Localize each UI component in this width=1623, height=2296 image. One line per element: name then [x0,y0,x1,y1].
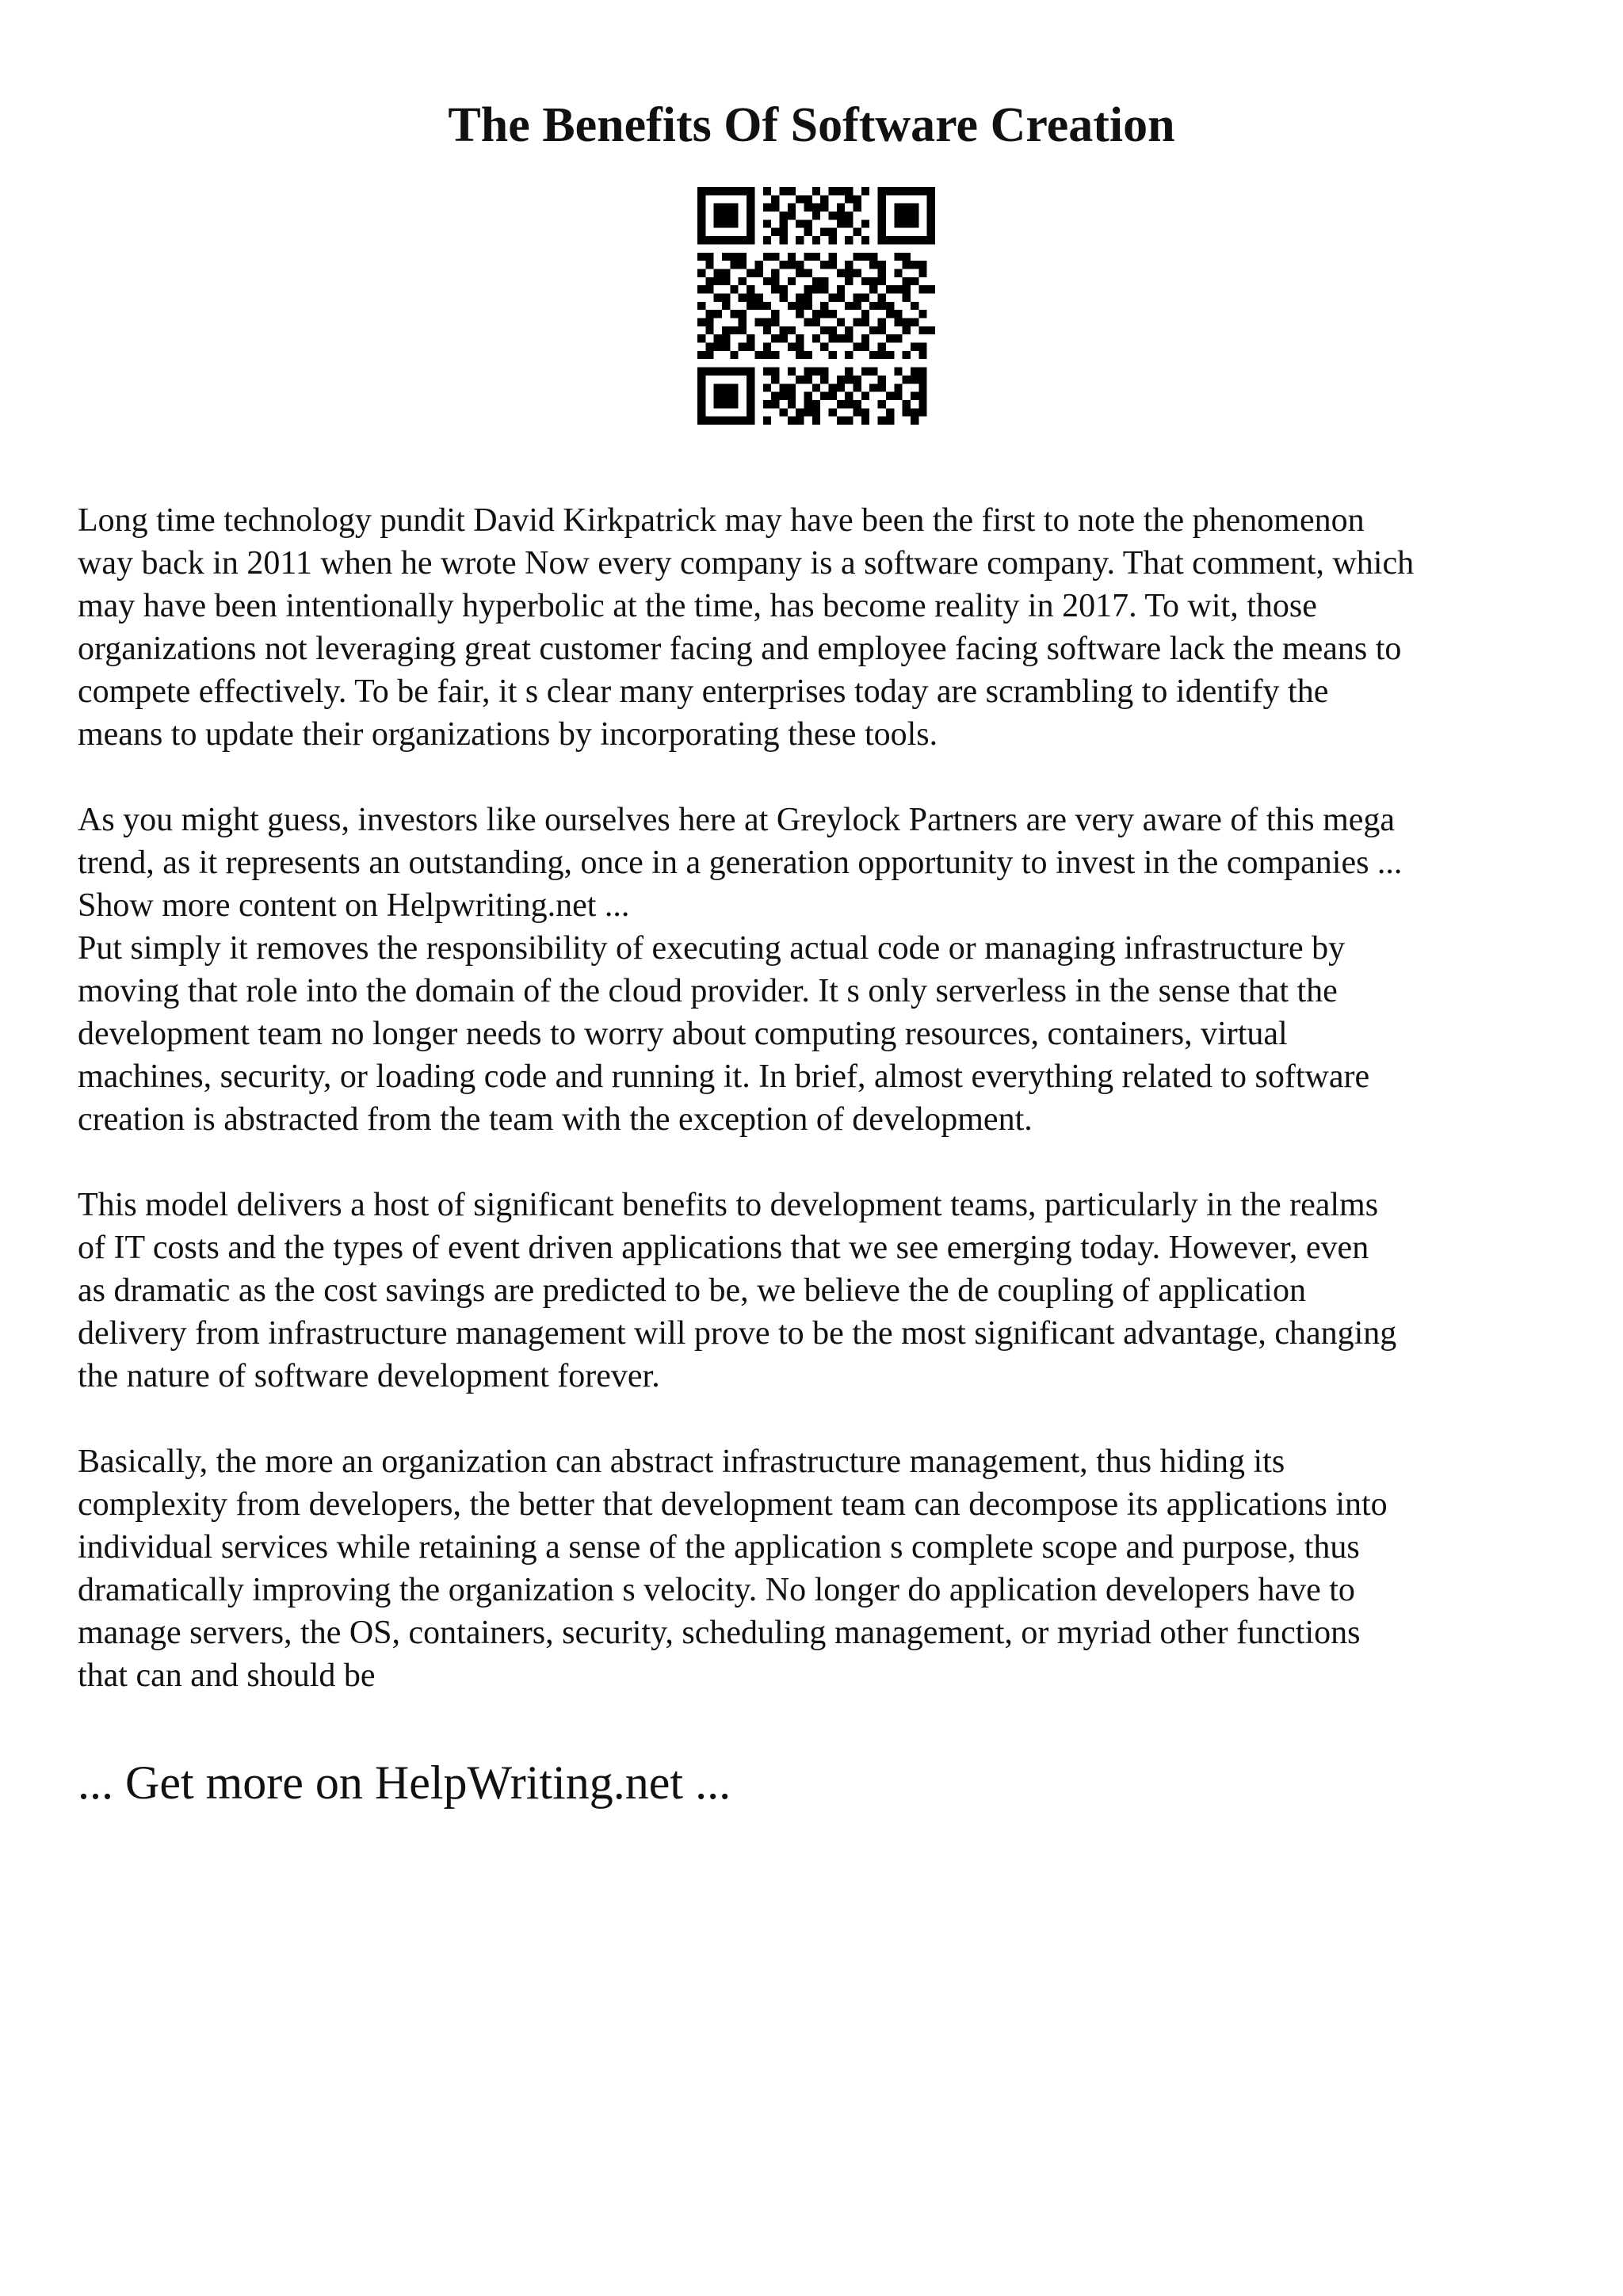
get-more-link[interactable]: ... Get more on HelpWriting.net ... [78,1756,731,1809]
qr-code-graphic [697,187,935,425]
qr-code-icon [697,187,935,425]
paragraph-velocity: Basically, the more an organization can abstract infrastructure management, thus hiding its complexity from developers, the better that development team can decompose its applications into individual services while retaining a sense of the application s complete scope and purpose, thus dramatically improving the organization s velocity. No longer do application developers have to manage servers, the OS, containers, security, scheduling management, or myriad other functions that can and should be [78,1444,1388,1694]
paragraph-intro: Long time technology pundit David Kirkpatrick may have been the first to note the phenomenon way back in 2011 when he wrote Now every company is a software company. That comment, which may have been intentionally hyperbolic at the time, has become reality in 2017. To wit, those organizations not leveraging great customer facing and employee facing software lack the means to compete effectively. To be fair, it s clear many enterprises today are scrambling to identify the means to update their organizations by incorporating these tools. [78,502,1415,753]
article-body [78,499,1568,1697]
paragraph-benefits: This model delivers a host of significant benefits to development teams, particularly in the realms of IT costs and the types of event driven applications that we see emerging today. However, even as dramatic as the cost savings are predicted to be, we believe the de coupling of application delivery from infrastructure management will prove to be the most significant advantage, changing the nature of software development forever. [78,1187,1397,1394]
document-title: The Benefits Of Software Creation [448,98,1175,152]
paragraph-greylock: As you might guess, investors like ourselves here at Greylock Partners are very aware of this mega trend, as it represents an outstanding, once in a generation opportunity to invest in the companies ... Show more content on Helpwriting.net ... [78,802,1403,924]
paragraph-serverless: Put simply it removes the responsibility of executing actual code or managing infrastructure by moving that role into the domain of the cloud provider. It s only serverless in the sense that the development team no longer needs to worry about computing resources, containers, virtual machines, security, or loading code and running it. In brief, almost everything related to software creation is abstracted from the team with the exception of development. [78,930,1370,1138]
